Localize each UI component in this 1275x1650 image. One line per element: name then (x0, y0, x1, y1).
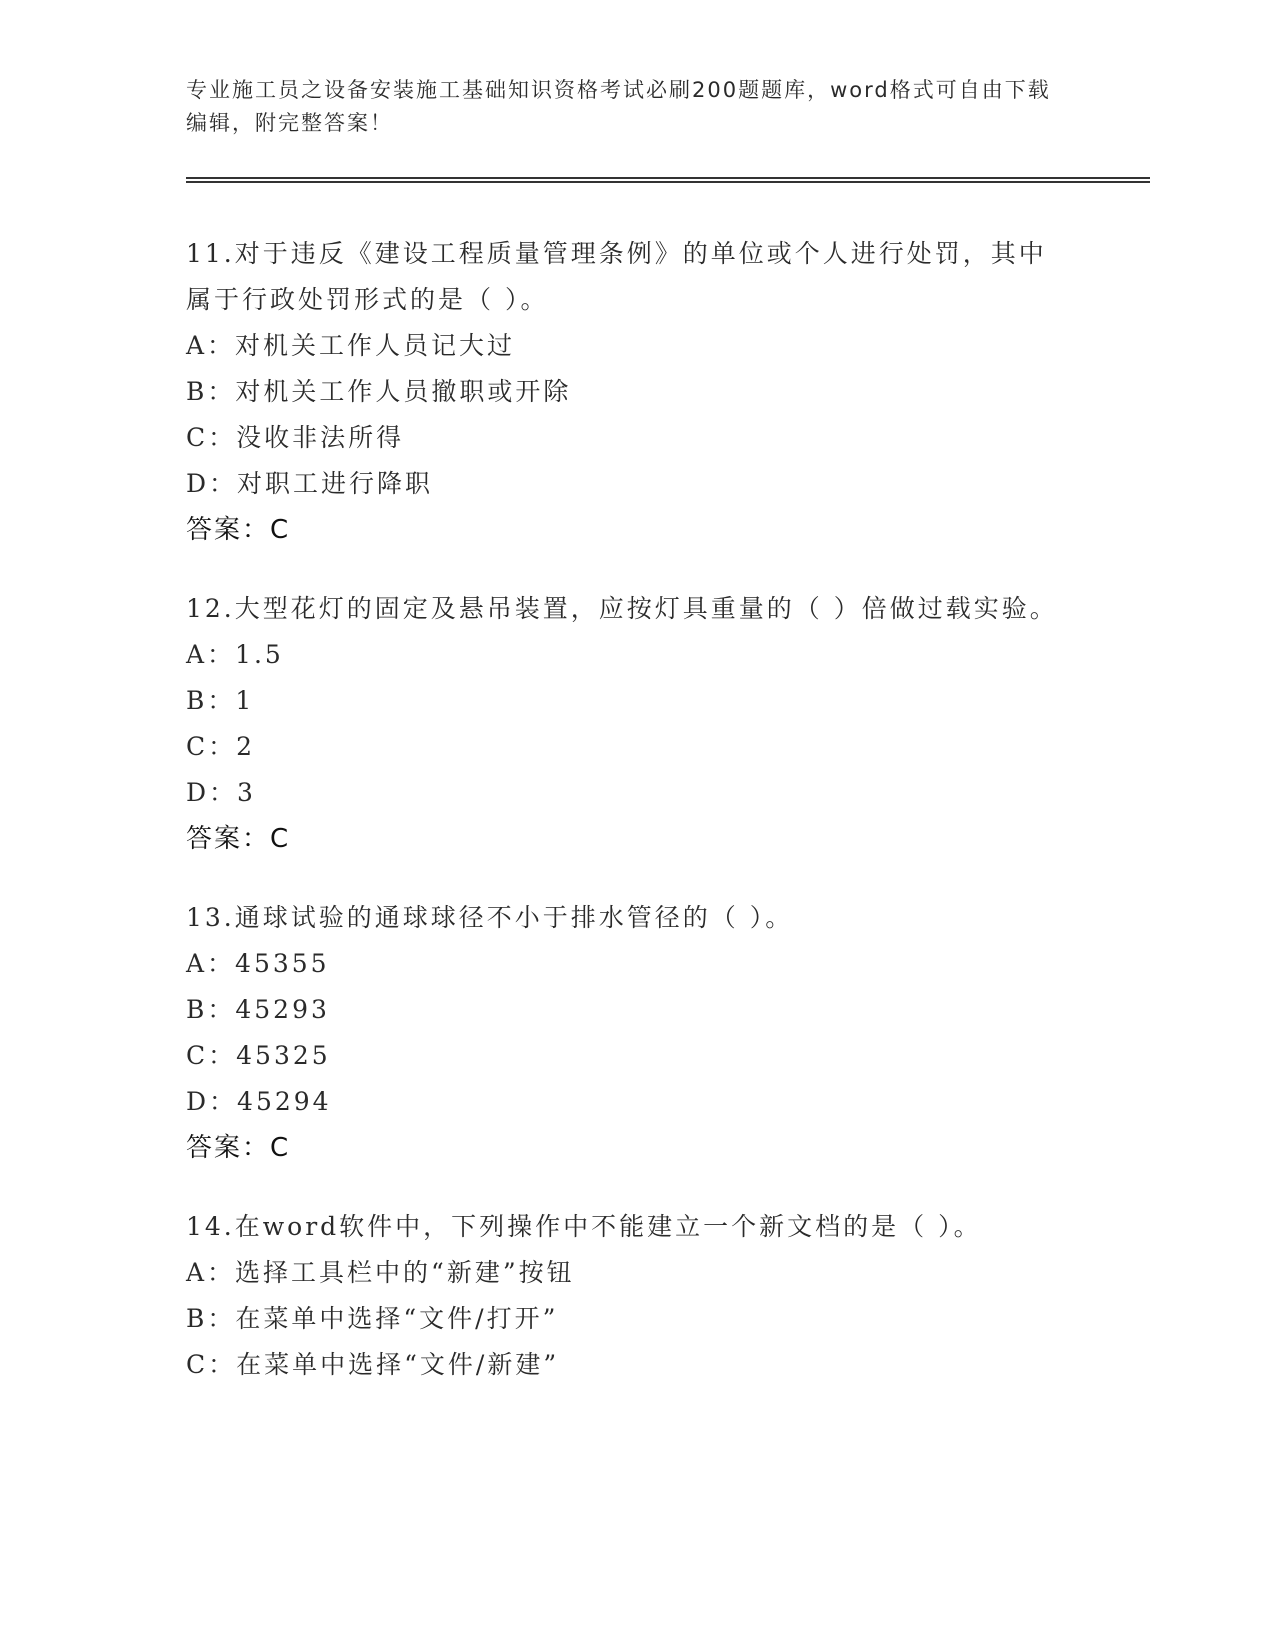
option-c: C：在菜单中选择“文件/新建” (186, 1350, 560, 1379)
option-a: A：对机关工作人员记大过 (186, 331, 516, 360)
option-b: B：对机关工作人员撤职或开除 (186, 377, 572, 406)
question-14 (186, 1204, 1086, 1388)
header-divider-top (186, 177, 1150, 179)
document-header: 专业施工员之设备安装施工基础知识资格考试必刷200题题库，word格式可自由下载编辑，附完整答案！ (186, 78, 1051, 135)
option-d: D：对职工进行降职 (186, 469, 434, 498)
option-b: B：在菜单中选择“文件/打开” (186, 1304, 559, 1333)
question-stem: 14.在word软件中，下列操作中不能建立一个新文档的是（ ）。 (186, 1212, 982, 1241)
question-stem: 13.通球试验的通球球径不小于排水管径的（ ）。 (186, 903, 794, 932)
answer-line: 答案：C (186, 824, 291, 854)
option-c: C：45325 (186, 1041, 331, 1070)
option-b: B：45293 (186, 995, 330, 1024)
answer-line: 答案：C (186, 515, 291, 545)
option-a: A：45355 (186, 949, 330, 978)
question-11 (186, 231, 1086, 553)
question-list (186, 231, 1086, 1421)
option-b: B：1 (186, 686, 255, 715)
question-12 (186, 586, 1086, 862)
question-stem: 12.大型花灯的固定及悬吊装置，应按灯具重量的（ ）倍做过载实验。 (186, 594, 1058, 623)
option-c: C：2 (186, 732, 256, 761)
answer-line: 答案：C (186, 1133, 291, 1163)
question-13 (186, 895, 1086, 1171)
option-d: D：45294 (186, 1087, 332, 1116)
option-a: A：选择工具栏中的“新建”按钮 (186, 1258, 575, 1287)
option-d: D：3 (186, 778, 256, 807)
option-a: A：1.5 (186, 640, 284, 669)
header-divider-bottom (186, 181, 1150, 183)
question-stem: 11.对于违反《建设工程质量管理条例》的单位或个人进行处罚，其中属于行政处罚形式的是（ ）。 (186, 239, 1047, 314)
option-c: C：没收非法所得 (186, 423, 405, 452)
